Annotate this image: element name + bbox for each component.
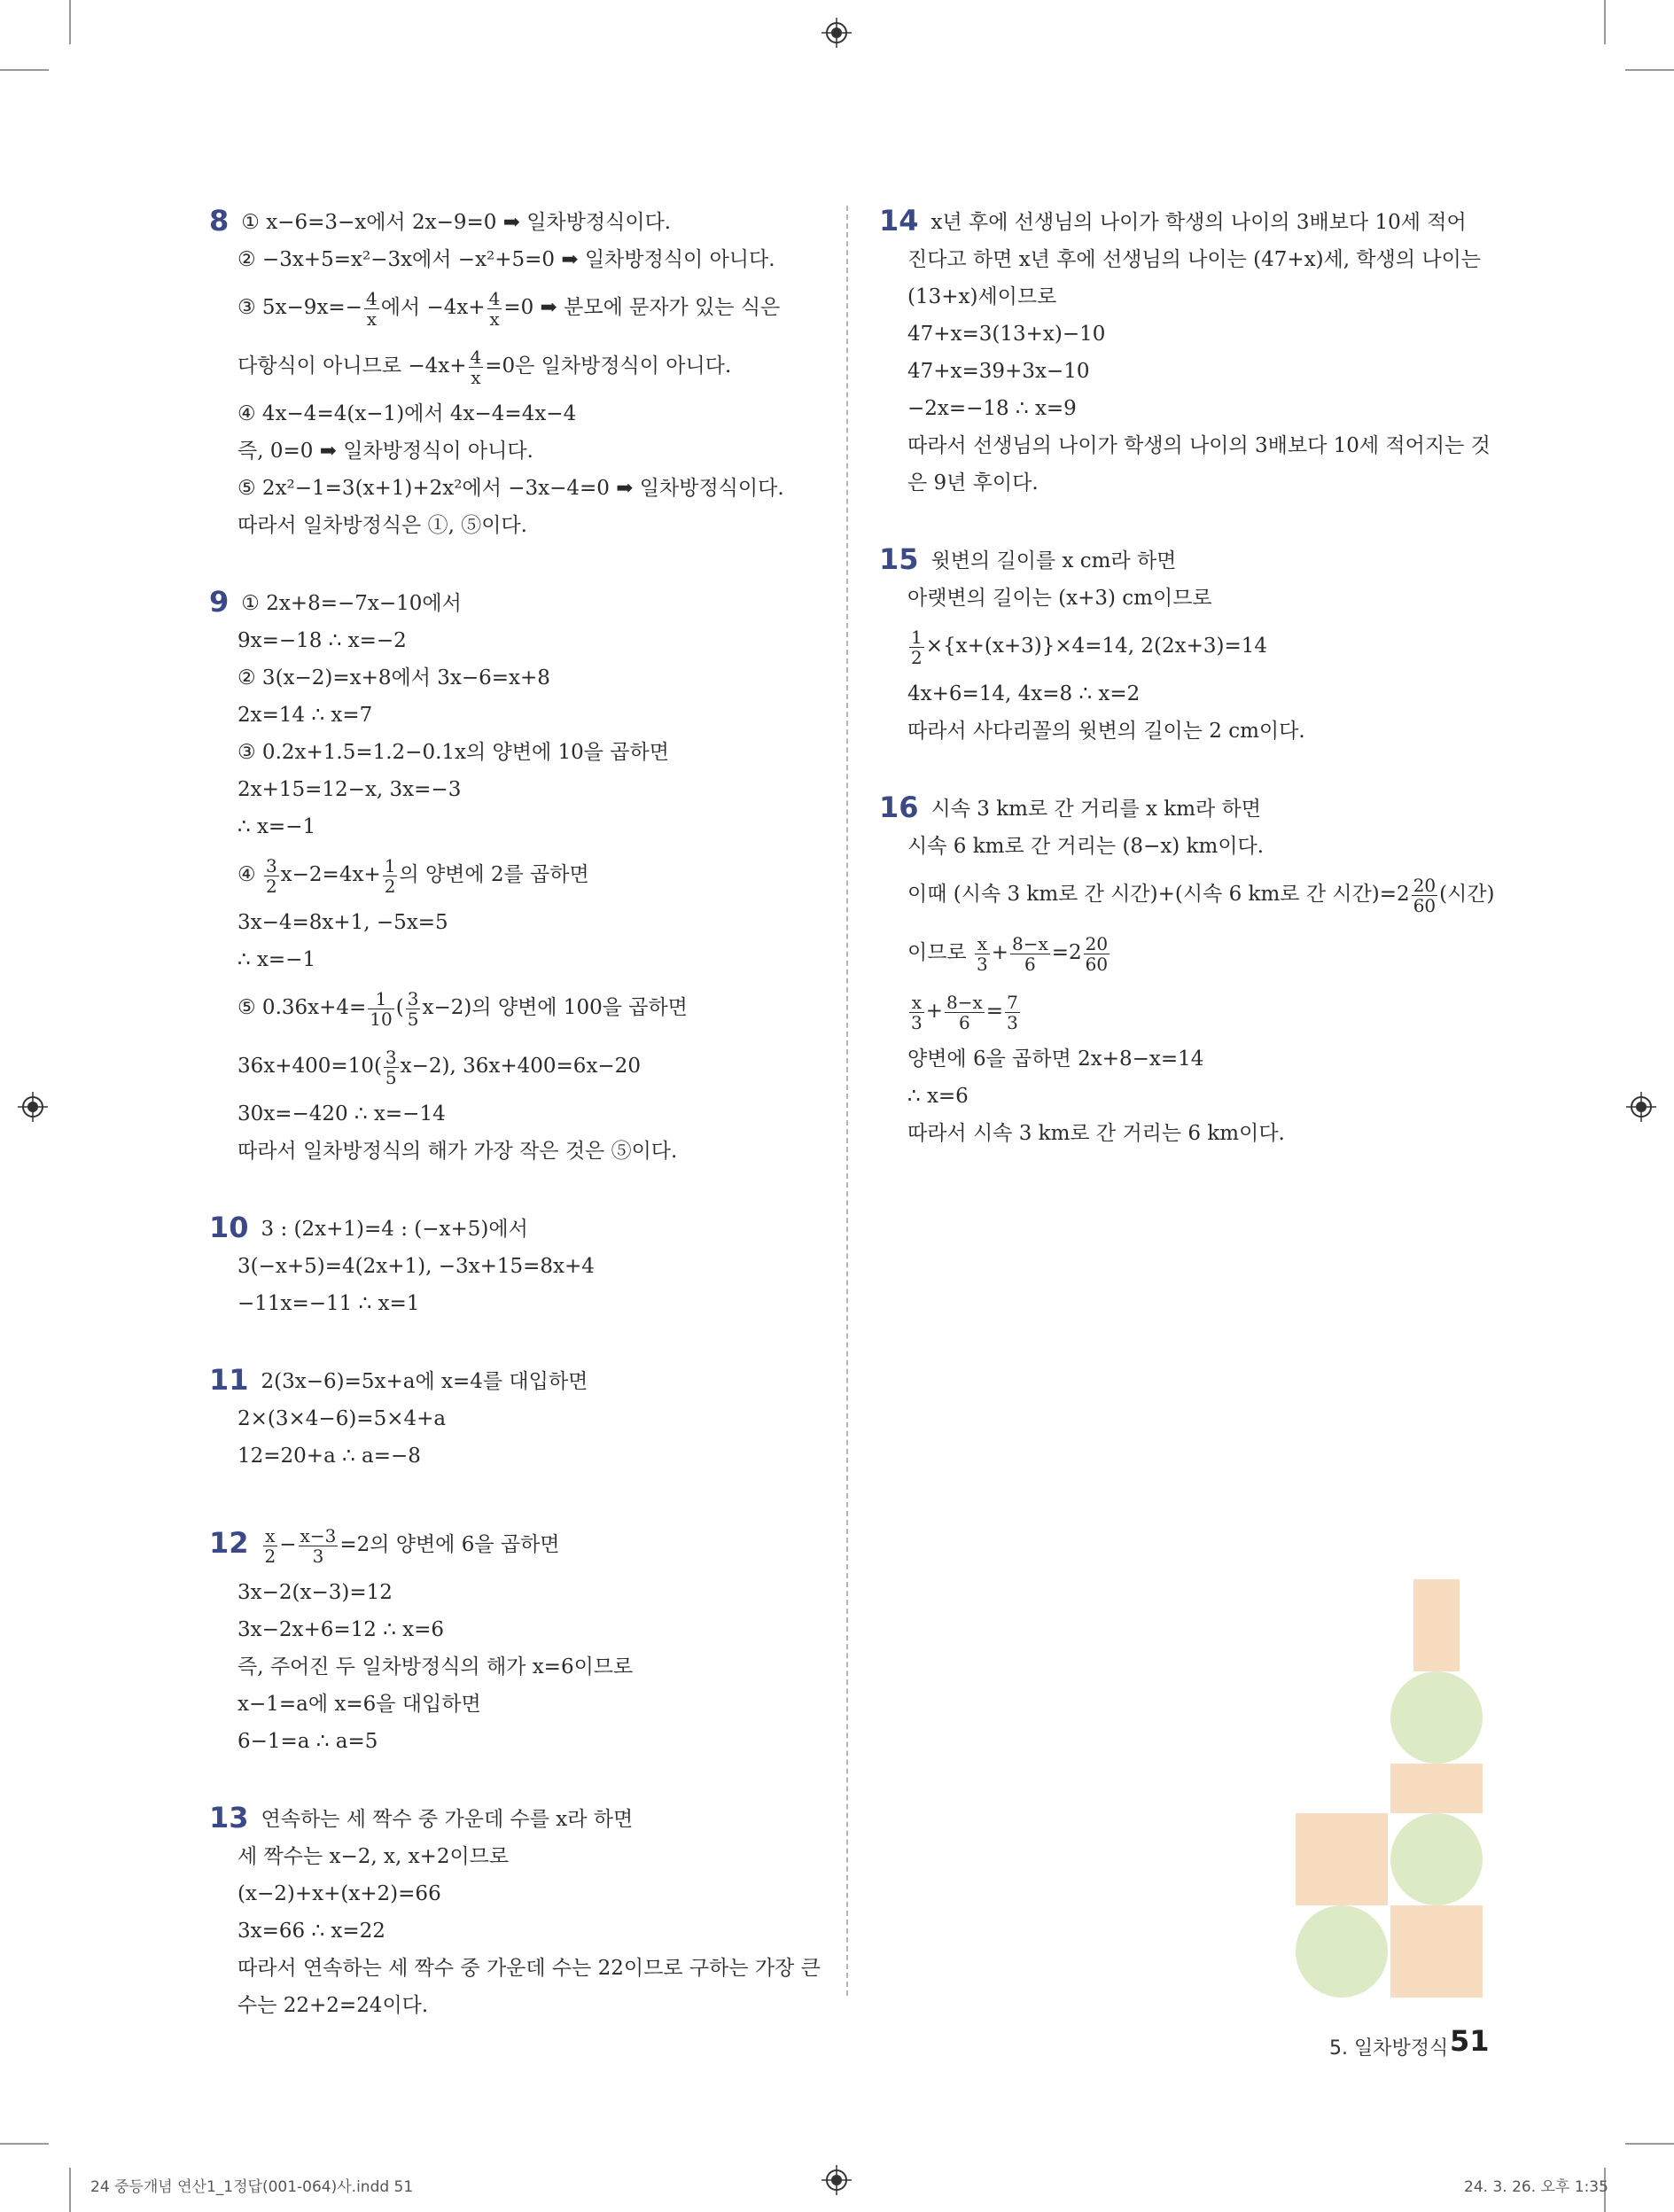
- solution-line: [879, 923, 1482, 982]
- line-text: 3x=66 ∴ x=22: [237, 1920, 385, 1943]
- registration-mark-icon: [18, 1092, 48, 1122]
- line-text: ④: [237, 863, 262, 886]
- line-text: ③ 0.2x+1.5=1.2−0.1x의 양변에 10을 곱하면: [237, 741, 669, 764]
- problem-number: 16: [879, 791, 919, 824]
- line-text: 에서 −4x+: [380, 296, 486, 319]
- line-text: 6−1=a ∴ a=5: [237, 1730, 378, 1753]
- numerator: 8−x: [946, 991, 983, 1013]
- denominator: 3: [976, 953, 988, 975]
- line-text: ③ 5x−9x=−: [237, 296, 362, 319]
- line-text: x−1=a에 x=6을 대입하면: [237, 1693, 481, 1716]
- numerator: x−3: [300, 1524, 337, 1546]
- line-text: 다항식이 아니므로 −4x+: [237, 354, 467, 378]
- numerator: 20: [1413, 874, 1437, 896]
- solution-8: [209, 202, 812, 544]
- line-text: 따라서 연속하는 세 짝수 중 가운데 수는 22이므로 구하는 가장 큰: [237, 1957, 821, 1980]
- line-text: (13+x)세이므로: [907, 285, 1057, 308]
- fraction: [406, 989, 421, 1029]
- solution-line: [209, 1686, 812, 1723]
- fraction: [364, 289, 379, 329]
- crop-mark: [1604, 0, 1606, 44]
- numerator: x: [975, 934, 990, 954]
- solution-line: [879, 828, 1482, 865]
- line-text: +: [925, 1000, 944, 1023]
- denominator: 2: [911, 646, 923, 668]
- denominator: x: [366, 308, 377, 330]
- solution-9: [209, 583, 812, 1170]
- solution-line: [209, 1950, 821, 1987]
- line-text: 2x=14 ∴ x=7: [237, 704, 373, 727]
- peach-block: [1413, 1579, 1460, 1671]
- solution-line: [209, 1799, 812, 1838]
- line-text: 2×(3×4−6)=5×4+a: [237, 1407, 447, 1430]
- line-text: ∴ x=−1: [237, 948, 316, 971]
- solution-line: [879, 427, 1491, 464]
- line-text: 즉, 주어진 두 일차방정식의 해가 x=6이므로: [237, 1655, 634, 1678]
- left-column: [209, 202, 821, 2063]
- line-text: ⑤ 0.36x+4=: [237, 996, 367, 1019]
- fraction: [383, 856, 398, 896]
- solution-line: [879, 865, 1495, 923]
- numerator: 4: [365, 287, 378, 309]
- solution-line: [209, 432, 812, 470]
- solution-15: [879, 541, 1482, 750]
- solution-line: [209, 1037, 812, 1095]
- solution-line: [209, 659, 812, 697]
- column-divider: [846, 206, 848, 1996]
- line-text: =2의 양변에 6을 곱하면: [339, 1533, 560, 1556]
- fraction: [1084, 934, 1110, 974]
- solution-line: [879, 541, 1482, 580]
- solution-line: [209, 202, 812, 241]
- solution-line: [209, 622, 812, 659]
- line-text: 따라서 일차방정식은 ①, ⑤이다.: [237, 514, 527, 537]
- solution-line: [209, 1723, 812, 1760]
- fraction: [909, 627, 924, 667]
- line-text: 12=20+a ∴ a=−8: [237, 1445, 421, 1468]
- solution-line: [209, 808, 812, 845]
- solution-line: [879, 713, 1482, 750]
- line-text: ① x−6=3−x에서 2x−9=0 ➡ 일차방정식이다.: [241, 211, 672, 234]
- numerator: 4: [470, 346, 482, 368]
- solution-line: [879, 1078, 1482, 1115]
- solution-line: [879, 464, 1482, 502]
- line-text: 따라서 시속 3 km로 간 거리는 6 km이다.: [907, 1122, 1285, 1145]
- denominator: 60: [1085, 953, 1109, 975]
- denominator: 3: [1007, 1011, 1018, 1033]
- crop-mark: [1625, 69, 1674, 71]
- solution-13: [209, 1799, 821, 2024]
- registration-mark-icon: [821, 2165, 852, 2195]
- numerator: 4: [488, 287, 501, 309]
- problem-number: 12: [209, 1526, 249, 1560]
- fraction: [1005, 993, 1020, 1032]
- numerator: x: [909, 993, 924, 1013]
- line-text: 은 9년 후이다.: [907, 471, 1039, 495]
- line-text: 시속 6 km로 간 거리는 (8−x) km이다.: [907, 835, 1265, 858]
- problem-number: 15: [879, 542, 919, 576]
- line-text: 3(−x+5)=4(2x+1), −3x+15=8x+4: [237, 1255, 595, 1278]
- line-text: +: [991, 941, 1008, 964]
- peach-block: [1390, 1905, 1483, 1998]
- line-text: 3x−2(x−3)=12: [237, 1581, 393, 1604]
- line-text: 윗변의 길이를 x cm라 하면: [930, 549, 1177, 572]
- numerator: 7: [1007, 991, 1018, 1013]
- crop-mark: [0, 2143, 49, 2145]
- line-text: 따라서 일차방정식의 해가 가장 작은 것은 ⑤이다.: [237, 1140, 678, 1163]
- green-circle: [1390, 1813, 1483, 1905]
- line-text: (시간): [1439, 883, 1495, 906]
- solution-line: [209, 1133, 812, 1170]
- solution-line: [209, 1611, 812, 1648]
- line-text: ② −3x+5=x²−3x에서 −x²+5=0 ➡ 일차방정식이 아니다.: [237, 248, 775, 271]
- numerator: x: [263, 1526, 278, 1546]
- solution-line: [209, 470, 812, 507]
- solution-line: [209, 1912, 812, 1950]
- line-text: 즉, 0=0 ➡ 일차방정식이 아니다.: [237, 440, 533, 463]
- solution-line: [209, 697, 812, 734]
- chapter-label: 5. 일차방정식: [1329, 2037, 1449, 2060]
- numerator: 1: [911, 626, 923, 648]
- solution-14: [879, 202, 1491, 502]
- solution-line: [879, 617, 1482, 675]
- solution-line: [879, 202, 1482, 241]
- fraction: [1010, 934, 1050, 974]
- slug-date: 24. 3. 26. 오후 1:35: [1464, 2178, 1608, 2196]
- fraction: [909, 993, 924, 1032]
- page-number: 51: [1450, 2024, 1490, 2058]
- denominator: 5: [407, 1008, 419, 1030]
- line-text: ② 3(x−2)=x+8에서 3x−6=x+8: [237, 666, 550, 689]
- green-circle: [1390, 1671, 1483, 1764]
- fraction: [264, 856, 279, 896]
- line-text: =0은 일차방정식이 아니다.: [485, 354, 732, 378]
- denominator: 2: [265, 875, 277, 897]
- line-text: ∴ x=6: [907, 1085, 969, 1108]
- line-text: 30x=−420 ∴ x=−14: [237, 1102, 446, 1125]
- line-text: 따라서 사다리꼴의 윗변의 길이는 2 cm이다.: [907, 720, 1305, 743]
- fraction: [487, 289, 502, 329]
- solution-line: [209, 1437, 812, 1475]
- green-circle: [1296, 1905, 1388, 1998]
- problem-number: 14: [879, 204, 919, 238]
- line-text: ∴ x=−1: [237, 815, 316, 838]
- solution-line: [209, 1648, 812, 1686]
- solution-line: [879, 278, 1482, 315]
- line-text: 3 : (2x+1)=4 : (−x+5)에서: [261, 1218, 528, 1241]
- peach-block: [1390, 1764, 1483, 1813]
- fraction: [368, 989, 393, 1029]
- solution-line: [209, 278, 812, 337]
- numerator: 20: [1085, 932, 1109, 954]
- solution-line: [209, 1838, 812, 1875]
- line-text: (: [395, 996, 404, 1019]
- fraction: [263, 1526, 278, 1566]
- solution-line: [879, 1040, 1482, 1078]
- line-text: 아랫변의 길이는 (x+3) cm이므로: [907, 587, 1212, 610]
- line-text: 3x−2x+6=12 ∴ x=6: [237, 1618, 445, 1641]
- solution-line: [209, 734, 812, 771]
- fraction: [299, 1526, 339, 1566]
- line-text: ×{x+(x+3)}×4=14, 2(2x+3)=14: [925, 635, 1268, 658]
- crop-mark: [1625, 2143, 1674, 2145]
- solution-line: [209, 395, 812, 432]
- line-text: x년 후에 선생님의 나이가 학생의 나이의 3배보다 10세 적어: [930, 211, 1467, 234]
- line-text: 9x=−18 ∴ x=−2: [237, 629, 407, 652]
- fraction: [1412, 876, 1437, 915]
- line-text: 연속하는 세 짝수 중 가운데 수를 x라 하면: [261, 1808, 634, 1831]
- line-text: x−2), 36x+400=6x−20: [400, 1055, 641, 1078]
- line-text: 2x+15=12−x, 3x=−3: [237, 778, 462, 801]
- numerator: 1: [368, 989, 393, 1009]
- solution-line: [209, 845, 812, 904]
- line-text: x−2)의 양변에 100을 곱하면: [422, 996, 688, 1019]
- numerator: 3: [407, 987, 419, 1009]
- problem-number: 10: [209, 1211, 249, 1244]
- denominator: 2: [264, 1545, 276, 1567]
- line-text: =: [985, 1000, 1004, 1023]
- denominator: x: [471, 366, 481, 388]
- denominator: x: [489, 308, 500, 330]
- line-text: 따라서 선생님의 나이가 학생의 나이의 3배보다 10세 적어지는 것: [907, 434, 1491, 457]
- fraction: [975, 934, 990, 974]
- crop-mark: [69, 0, 71, 44]
- line-text: 진다고 하면 x년 후에 선생님의 나이는 (47+x)세, 학생의 나이는: [907, 248, 1482, 271]
- line-text: ⑤ 2x²−1=3(x+1)+2x²에서 −3x−4=0 ➡ 일차방정식이다.: [237, 477, 784, 500]
- solution-16: [879, 789, 1495, 1152]
- line-text: 이므로: [907, 941, 973, 964]
- line-text: 4x+6=14, 4x=8 ∴ x=2: [907, 682, 1141, 705]
- solution-line: [879, 315, 1482, 353]
- line-text: −2x=−18 ∴ x=9: [907, 397, 1077, 420]
- right-column: [879, 202, 1495, 1191]
- line-text: 47+x=39+3x−10: [907, 360, 1090, 383]
- solution-10: [209, 1209, 812, 1322]
- denominator: 10: [370, 1008, 393, 1030]
- numerator: 3: [385, 1046, 397, 1068]
- denominator: 6: [1024, 953, 1036, 975]
- peach-block: [1296, 1813, 1388, 1905]
- solution-12: [209, 1514, 812, 1760]
- problem-number: 8: [209, 204, 230, 238]
- denominator: 5: [385, 1066, 397, 1088]
- line-text: 시속 3 km로 간 거리를 x km라 하면: [930, 798, 1261, 821]
- solution-line: [879, 241, 1482, 278]
- fraction: [469, 347, 484, 387]
- fraction: [945, 993, 985, 1032]
- line-text: −11x=−11 ∴ x=1: [237, 1292, 420, 1315]
- line-text: 47+x=3(13+x)−10: [907, 323, 1106, 346]
- numerator: 3: [265, 854, 277, 876]
- denominator: 2: [384, 875, 396, 897]
- solution-line: [209, 1400, 812, 1437]
- solution-line: [209, 1248, 812, 1285]
- solution-line: [209, 904, 812, 941]
- solution-line: [209, 1875, 812, 1912]
- line-text: ① 2x+8=−7x−10에서: [241, 592, 462, 615]
- line-text: =2: [1051, 941, 1082, 964]
- solution-line: [209, 1361, 812, 1400]
- solution-line: [879, 675, 1482, 713]
- line-text: −: [279, 1533, 297, 1556]
- numerator: 1: [384, 854, 396, 876]
- registration-mark-icon: [1626, 1092, 1656, 1122]
- solution-line: [209, 1514, 812, 1574]
- line-text: 양변에 6을 곱하면 2x+8−x=14: [907, 1048, 1204, 1071]
- solution-line: [879, 353, 1482, 390]
- line-text: x−2=4x+: [280, 863, 381, 886]
- solution-line: [209, 241, 812, 278]
- registration-mark-icon: [821, 18, 852, 48]
- problem-number: 9: [209, 585, 230, 619]
- problem-number: 11: [209, 1363, 249, 1397]
- line-text: 세 짝수는 x−2, x, x+2이므로: [237, 1845, 510, 1868]
- line-text: 수는 22+2=24이다.: [237, 1994, 429, 2017]
- solution-line: [209, 507, 812, 544]
- solution-line: [209, 1285, 812, 1322]
- solution-line: [209, 337, 812, 395]
- solution-11: [209, 1361, 812, 1475]
- solution-line: [209, 1209, 812, 1248]
- decorative-blocks: [1294, 1577, 1489, 2003]
- line-text: 2(3x−6)=5x+a에 x=4를 대입하면: [261, 1370, 588, 1393]
- numerator: 8−x: [1011, 932, 1048, 954]
- solution-line: [879, 580, 1482, 617]
- line-text: =0 ➡ 분모에 문자가 있는 식은: [503, 296, 781, 319]
- slug-file: 24 중등개념 연산1_1정답(001-064)사.indd 51: [90, 2178, 414, 2196]
- solution-line: [209, 1987, 812, 2024]
- solution-line: [879, 390, 1482, 427]
- line-text: ④ 4x−4=4(x−1)에서 4x−4=4x−4: [237, 402, 577, 425]
- crop-mark: [69, 2168, 71, 2212]
- solution-line: [209, 941, 812, 978]
- denominator: 3: [911, 1011, 923, 1033]
- solution-line: [209, 583, 812, 622]
- fraction: [384, 1048, 399, 1087]
- line-text: 의 양변에 2를 곱하면: [399, 863, 589, 886]
- denominator: 60: [1413, 894, 1437, 916]
- line-text: (x−2)+x+(x+2)=66: [237, 1882, 441, 1905]
- solution-line: [879, 982, 1482, 1040]
- solution-line: [209, 1574, 812, 1611]
- line-text: 3x−4=8x+1, −5x=5: [237, 911, 448, 934]
- line-text: 36x+400=10(: [237, 1055, 382, 1078]
- solution-line: [879, 1115, 1482, 1152]
- line-text: 이때 (시속 3 km로 간 시간)+(시속 6 km로 간 시간)=2: [907, 883, 1410, 906]
- solution-line: [209, 1095, 812, 1133]
- solution-line: [209, 771, 812, 808]
- denominator: 6: [959, 1011, 970, 1033]
- denominator: 3: [312, 1545, 324, 1567]
- problem-number: 13: [209, 1801, 249, 1834]
- crop-mark: [0, 69, 49, 71]
- solution-line: [209, 978, 812, 1037]
- solution-line: [879, 789, 1482, 828]
